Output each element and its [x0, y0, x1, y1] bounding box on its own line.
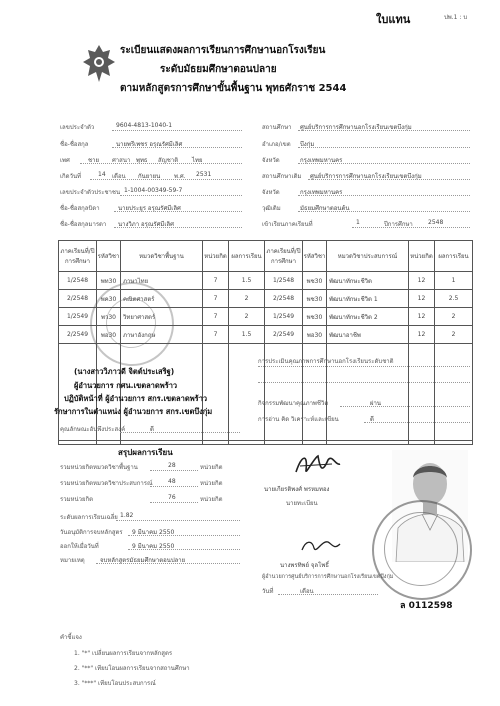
- district-label: อำเภอ/เขต: [262, 141, 291, 148]
- level-label: วุฒิเดิม: [262, 205, 281, 212]
- cell-units: 12: [409, 272, 435, 290]
- cell-code: พช30: [303, 272, 327, 290]
- cell-units: 12: [409, 326, 435, 344]
- th-term-right: ภาคเรียนที่/ปีการศึกษา: [265, 241, 303, 272]
- director-title: ผู้อำนวยการศูนย์บริการการศึกษานอกโรงเรียนเขตบึงกุ่ม: [262, 574, 394, 580]
- cell-code: พอ30: [303, 326, 327, 344]
- sign-month-label: เดือน: [300, 588, 314, 595]
- cell-grade: 2: [229, 290, 265, 308]
- enter-year: 2548: [428, 219, 444, 226]
- cell-term: 2/2549: [59, 326, 97, 344]
- conduct-value: ดี: [370, 416, 374, 423]
- district-value: บึงกุ่ม: [300, 141, 315, 148]
- cell-grade: 2: [435, 326, 473, 344]
- year-label: พ.ศ.: [174, 173, 186, 180]
- summary-total-label: รวมหน่วยกิต: [60, 496, 94, 503]
- birth-month: กันยายน: [138, 173, 161, 180]
- mother-value: นางวิภา อรุณรัศมีเลิศ: [118, 221, 174, 228]
- birth-label: เกิดวันที่: [60, 173, 82, 180]
- registrar-signature: [292, 450, 344, 480]
- certifier-line-3: รักษาการในตำแหน่ง ผู้อำนวยการ สกร.เขตบึงกุ่ม: [54, 407, 213, 416]
- summary-total-unit: หน่วยกิต: [200, 496, 223, 503]
- note-value: จบหลักสูตรมัธยมศึกษาตอนปลาย: [100, 557, 186, 564]
- cell-code: พค30: [97, 290, 121, 308]
- grad-label: วันอนุมัติการจบหลักสูตร: [60, 529, 123, 536]
- table-header-row: [59, 241, 473, 272]
- cell-term: 1/2549: [265, 308, 303, 326]
- cell-units: 7: [203, 290, 229, 308]
- title-line-2: ระดับมัธยมศึกษาตอนปลาย: [160, 64, 277, 75]
- enter-year-label: ปีการศึกษา: [384, 221, 413, 228]
- father-label: ชื่อ-ชื่อสกุลบิดา: [60, 205, 100, 212]
- cell-term: 2/2548: [265, 290, 303, 308]
- gpa-label: ระดับผลการเรียนเฉลี่ย: [60, 514, 118, 521]
- enter-label: เข้าเรียนภาคเรียนที่: [262, 221, 313, 228]
- cell-grade: 2.5: [435, 290, 473, 308]
- nationality-label: สัญชาติ: [158, 157, 179, 164]
- citizen-label: เลขประจำตัวประชาชน: [60, 189, 121, 196]
- cell-term: 2/2548: [59, 290, 97, 308]
- copy-label: ใบแทน: [376, 13, 411, 26]
- cell-code: พอ30: [97, 326, 121, 344]
- father-value: นายประยูร อรุณรัศมีเลิศ: [118, 205, 181, 212]
- registrar-name: นายเกียรติพงศ์ พรหมทอง: [264, 486, 330, 493]
- eval-label: กิจกรรมพัฒนาคุณภาพชีวิต: [258, 400, 329, 407]
- title-line-1: ระเบียนแสดงผลการเรียนการศึกษานอกโรงเรียน: [120, 45, 326, 56]
- th-grade-left: ผลการเรียน: [229, 241, 265, 272]
- instruction-item: 1. "*" เปลี่ยนผลการเรียนจากหลักสูตร: [74, 650, 173, 657]
- birth-day: 14: [98, 171, 106, 178]
- cell-subject: พัฒนาทักษะชีวิต 1: [327, 290, 409, 308]
- enter-term: 1: [356, 219, 360, 226]
- name-value: นายพรีเพชร อรุณรัศมีเลิศ: [116, 141, 183, 148]
- certifier-line-1: ผู้อำนวยการ กศน.เขตลาดพร้าว: [74, 381, 178, 390]
- cell-units: 7: [203, 326, 229, 344]
- quality-value: ดี: [150, 426, 154, 433]
- cell-subject: พัฒนาอาชีพ: [327, 326, 409, 344]
- prev-school-value: ศูนย์บริการการศึกษานอกโรงเรียนเขตบึงกุ่ม: [310, 173, 422, 180]
- sex-label: เพศ: [60, 157, 70, 164]
- level-value: มัธยมศึกษาตอนต้น: [300, 205, 350, 212]
- sex-value: ชาย: [88, 157, 99, 164]
- cell-subject: พัฒนาทักษะชีวิต: [327, 272, 409, 290]
- certifier-line-2: ปฏิบัติหน้าที่ ผู้อำนวยการ สกร.เขตลาดพร้าว: [64, 394, 208, 403]
- summary-basic-label: รวมหน่วยกิตหมวดวิชาพื้นฐาน: [60, 464, 138, 471]
- cell-grade: 2: [229, 308, 265, 326]
- summary-exp-value: 48: [168, 478, 176, 485]
- summary-basic-unit: หน่วยกิต: [200, 464, 223, 471]
- cell-code: พช30: [303, 308, 327, 326]
- eval-value: ผ่าน: [370, 400, 381, 407]
- activity-label: การประเมินคุณภาพการศึกษานอกโรงเรียนระดับชาติ: [258, 358, 394, 365]
- director-name: นางพรทิพย์ จุลโพธิ์: [280, 562, 329, 569]
- cell-code: พช30: [303, 290, 327, 308]
- th-code-left: รหัสวิชา: [97, 241, 121, 272]
- summary-basic-value: 28: [168, 462, 176, 469]
- citizen-value: 1-1004-00349-59-7: [124, 187, 183, 194]
- instructions-heading: คำชี้แจง: [60, 634, 82, 641]
- school-label: สถานศึกษา: [262, 124, 292, 131]
- note-label: หมายเหตุ: [60, 557, 85, 564]
- registrar-title: นายทะเบียน: [286, 500, 318, 507]
- school-value: ศูนย์บริการการศึกษานอกโรงเรียนเขตบึงกุ่ม: [300, 124, 412, 131]
- cell-code: พท30: [97, 272, 121, 290]
- cell-subject: ภาษาอังกฤษ: [121, 326, 203, 344]
- director-signature: [298, 534, 342, 556]
- religion-value: พุทธ: [136, 157, 148, 164]
- summary-exp-unit: หน่วยกิต: [200, 480, 223, 487]
- instruction-item: 2. "**" เทียบโอนผลการเรียนจากสถานศึกษา: [74, 665, 190, 672]
- cell-grade: 1.5: [229, 326, 265, 344]
- birth-year: 2531: [196, 171, 212, 178]
- issue-value: 9 มีนาคม 2550: [132, 543, 175, 550]
- instruction-item: 3. "***" เทียบโอนประสบการณ์: [74, 680, 156, 687]
- cell-subject: พัฒนาทักษะชีวิต 2: [327, 308, 409, 326]
- nationality-value: ไทย: [192, 157, 203, 164]
- month-label: เดือน: [112, 173, 126, 180]
- th-units-left: หน่วยกิต: [203, 241, 229, 272]
- prev-province-label: จังหวัด: [262, 189, 280, 196]
- official-seal-watermark: [90, 282, 174, 366]
- cell-subject: วิทยาศาสตร์: [121, 308, 203, 326]
- mother-label: ชื่อ-ชื่อสกุลมารดา: [60, 221, 107, 228]
- cell-grade: 1: [435, 272, 473, 290]
- title-line-3: ตามหลักสูตรการศึกษาขั้นพื้นฐาน พุทธศักราช 2544: [120, 83, 347, 94]
- th-units-right: หน่วยกิต: [409, 241, 435, 272]
- form-code: ปพ.1 : บ: [444, 14, 468, 21]
- th-subject-left: หมวดวิชาพื้นฐาน: [121, 241, 203, 272]
- province-label: จังหวัด: [262, 157, 280, 164]
- conduct-label: การอ่าน คิด วิเคราะห์และเขียน: [258, 416, 339, 423]
- gpa-value: 1.82: [120, 512, 134, 519]
- summary-exp-label: รวมหน่วยกิตหมวดวิชาประสบการณ์: [60, 480, 153, 487]
- th-code-right: รหัสวิชา: [303, 241, 327, 272]
- certifier-name: (นางสาววิภาวดี จิตต์ประเสริฐ): [74, 367, 175, 376]
- cell-units: 12: [409, 290, 435, 308]
- student-id-value: 9604-4813-1040-1: [116, 122, 173, 129]
- cell-units: 7: [203, 308, 229, 326]
- summary-total-value: 76: [168, 494, 176, 501]
- religion-label: ศาสนา: [112, 157, 131, 164]
- cell-code: พว30: [97, 308, 121, 326]
- cell-term: 1/2548: [59, 272, 97, 290]
- issue-label: ออกให้เมื่อวันที่: [60, 543, 99, 550]
- cell-term: 1/2548: [265, 272, 303, 290]
- th-subject-right: หมวดวิชาประสบการณ์: [327, 241, 409, 272]
- cell-subject: ภาษาไทย: [121, 272, 203, 290]
- student-id-label: เลขประจำตัว: [60, 124, 95, 131]
- name-label: ชื่อ-ชื่อสกุล: [60, 141, 89, 148]
- cell-units: 12: [409, 308, 435, 326]
- th-grade-right: ผลการเรียน: [435, 241, 473, 272]
- th-term-left: ภาคเรียนที่/ปีการศึกษา: [59, 241, 97, 272]
- official-stamp: [372, 500, 472, 600]
- cell-subject: คณิตศาสตร์: [121, 290, 203, 308]
- cell-grade: 2: [435, 308, 473, 326]
- quality-label: คุณลักษณะอันพึงประสงค์: [60, 426, 126, 433]
- summary-heading: สรุปผลการเรียน: [118, 448, 173, 457]
- province-value: กรุงเทพมหานคร: [300, 157, 343, 164]
- date-label: วันที่: [262, 588, 274, 595]
- cell-units: 7: [203, 272, 229, 290]
- serial-number: ล 0112598: [400, 601, 453, 611]
- prev-province-value: กรุงเทพมหานคร: [300, 189, 343, 196]
- cell-grade: 1.5: [229, 272, 265, 290]
- prev-school-label: สถานศึกษาเดิม: [262, 173, 302, 180]
- grad-value: 9 มีนาคม 2550: [132, 529, 175, 536]
- cell-term: 1/2549: [59, 308, 97, 326]
- garuda-emblem: [80, 42, 118, 86]
- cell-term: 2/2549: [265, 326, 303, 344]
